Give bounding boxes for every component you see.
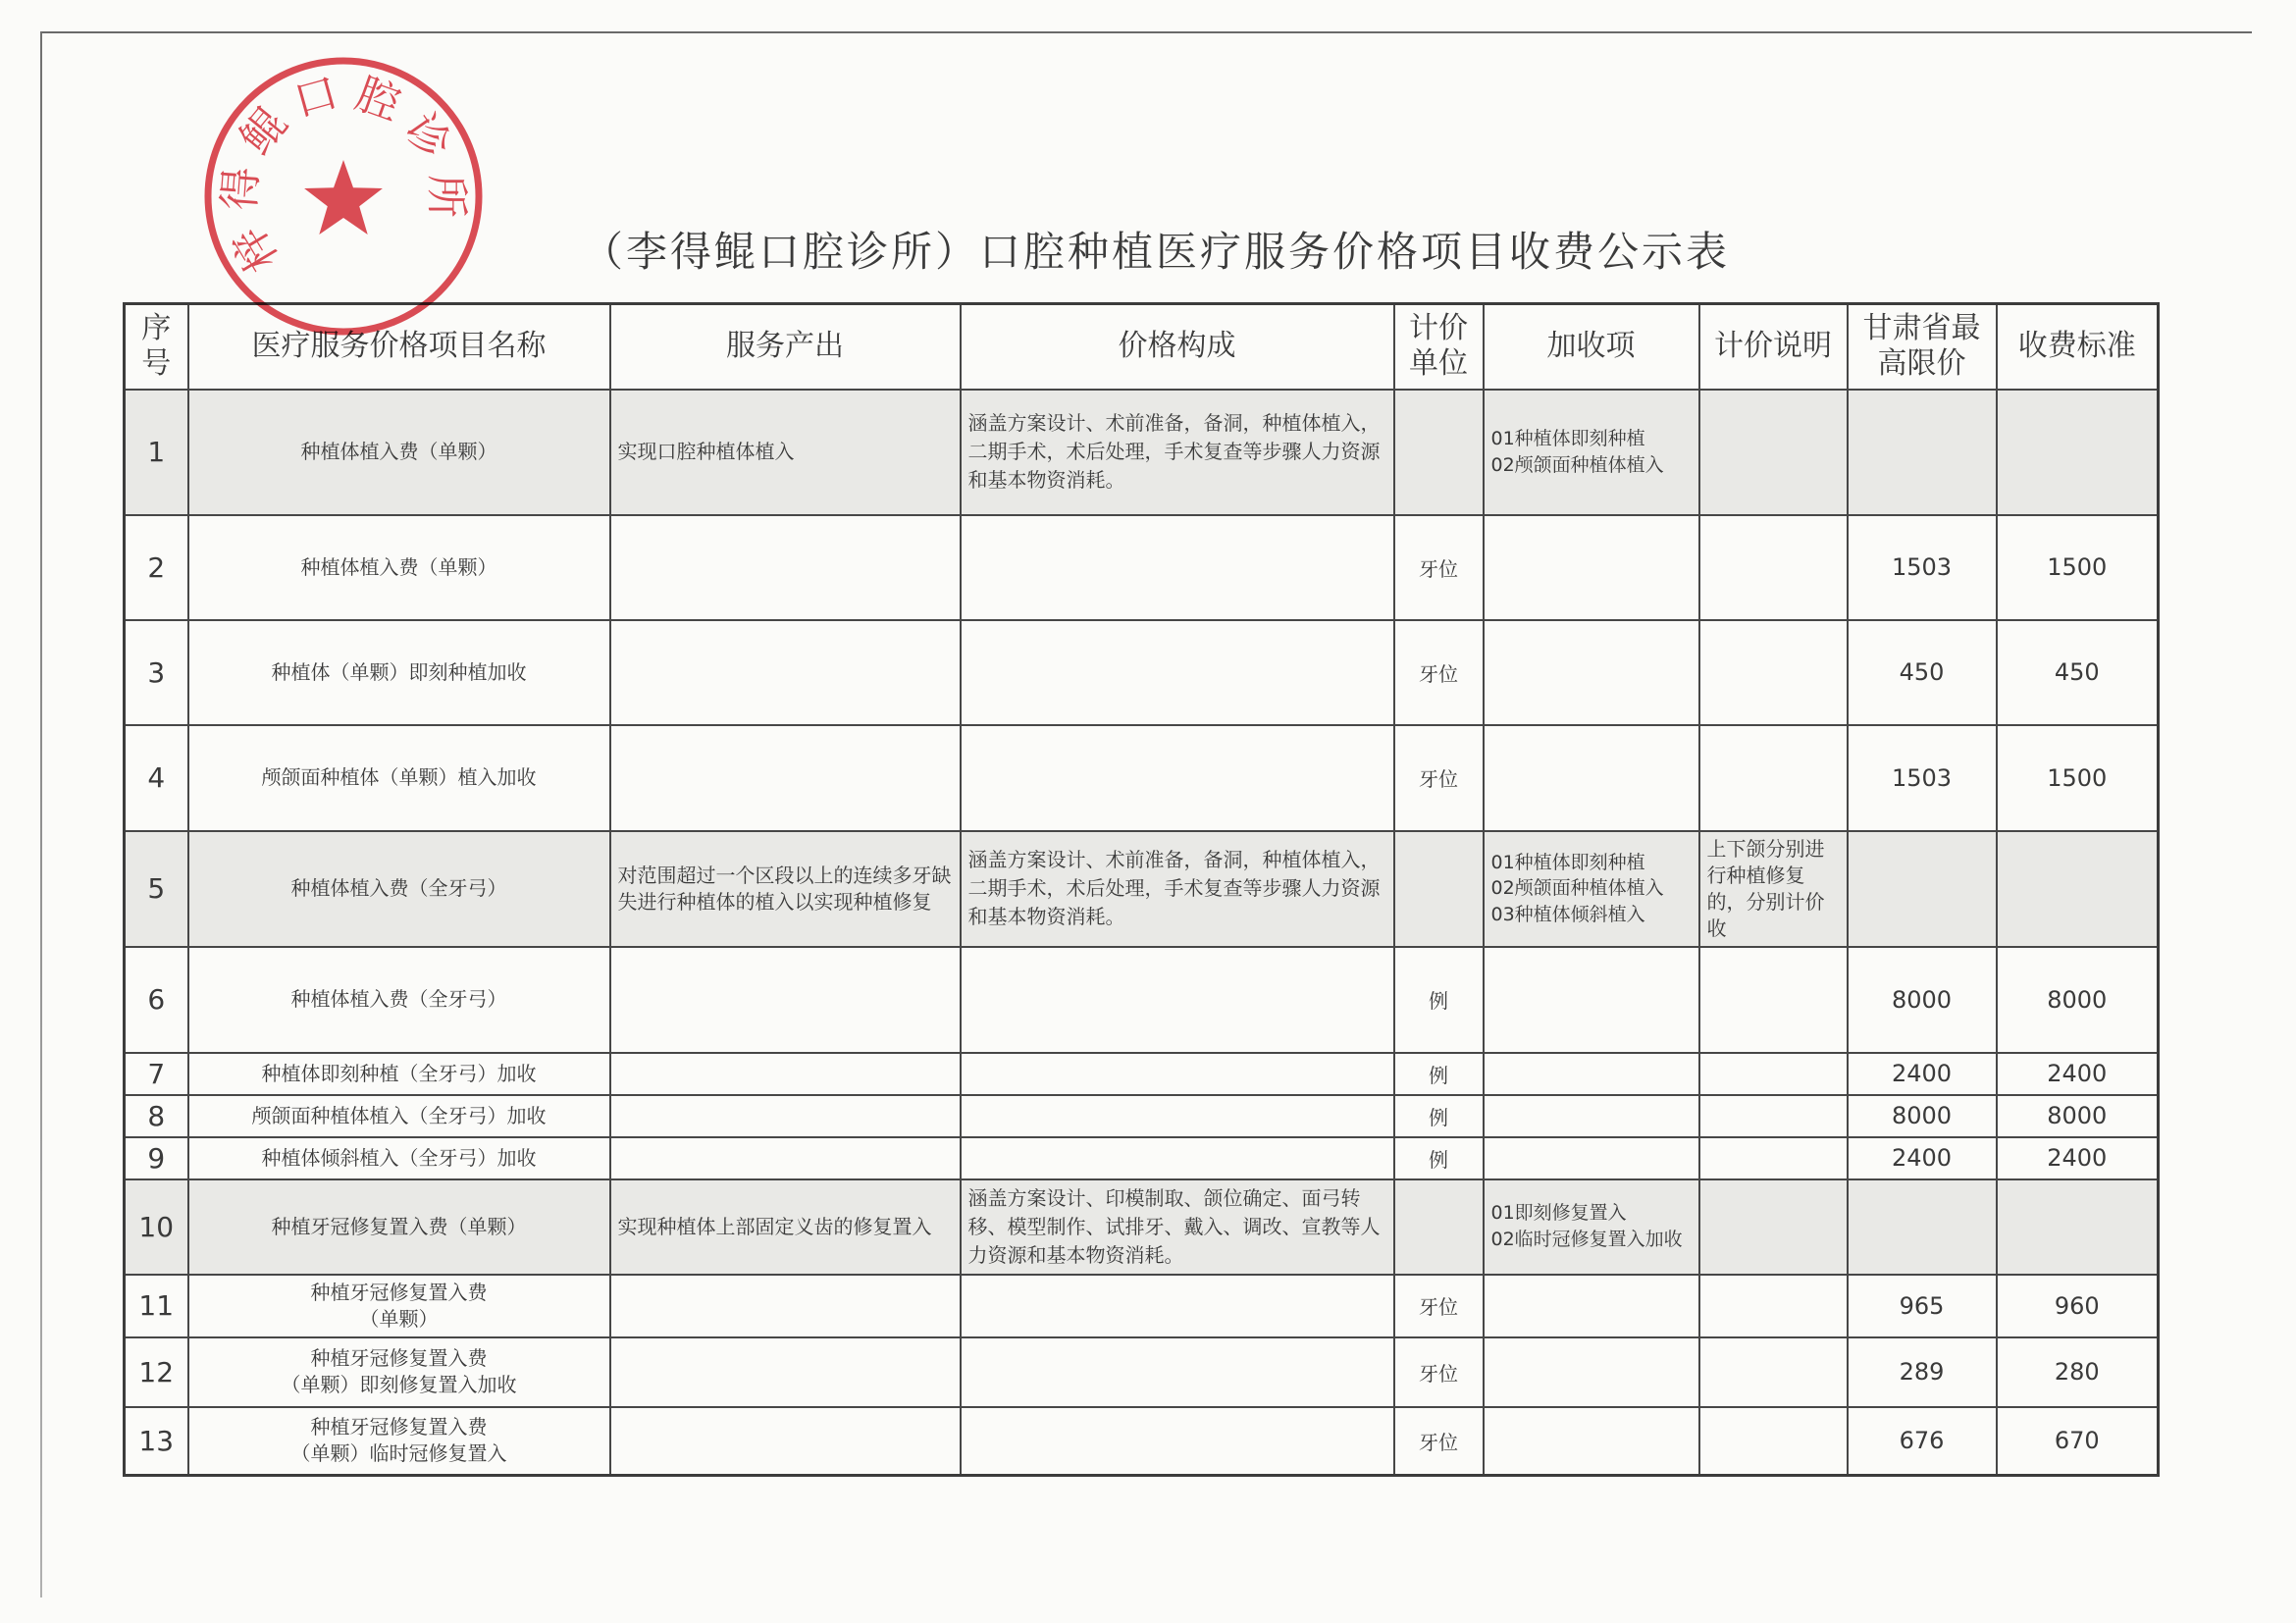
- item-name-line: 种植体（单颗）即刻种植加收: [271, 659, 527, 684]
- pricing-unit: 牙位: [1419, 1361, 1458, 1386]
- row-number-cell: [125, 1179, 188, 1275]
- row-number: 10: [138, 1210, 175, 1243]
- service-output-cell: [610, 725, 961, 831]
- max-price-cell: [1848, 1053, 1997, 1095]
- pricing-note-cell: [1699, 1337, 1848, 1407]
- fee-standard: 2400: [2047, 1144, 2108, 1172]
- item-name-line: （单颗）即刻修复置入加收: [281, 1373, 517, 1396]
- additional-charge-item: 03种植体倾斜植入: [1490, 903, 1645, 925]
- fee-standard: 1500: [2047, 763, 2108, 792]
- fee-standard-cell: [1997, 1407, 2159, 1476]
- additional-charge-item: 01即刻修复置入: [1490, 1202, 1627, 1225]
- row-number: 8: [147, 1099, 166, 1132]
- star-icon: [304, 160, 383, 235]
- pricing-unit: 例: [1429, 1105, 1448, 1129]
- pricing-note-cell: [1699, 947, 1848, 1053]
- service-output-cell: [610, 947, 961, 1053]
- row-number: 2: [147, 550, 166, 584]
- scan-edge-left: [40, 31, 42, 1597]
- max-price: 1503: [1891, 553, 1953, 581]
- row-number-cell: [125, 1275, 188, 1337]
- price-composition-cell: [961, 1179, 1394, 1275]
- service-output: 实现种植体上部固定义齿的修复置入: [617, 1214, 932, 1238]
- price-rows: [125, 390, 2159, 1476]
- max-price-cell: [1848, 1137, 1997, 1179]
- header-index: 序号: [125, 304, 188, 390]
- row-number-cell: [125, 1137, 188, 1179]
- table-row: [125, 831, 2159, 947]
- pricing-note-cell: [1699, 831, 1848, 947]
- seal-text-path: 梓得鲲口腔诊所: [214, 67, 472, 281]
- header-fee-standard: 收费标准: [1997, 304, 2159, 390]
- max-price: 1503: [1891, 763, 1953, 792]
- fee-standard: 1500: [2047, 553, 2108, 581]
- max-price: 2400: [1891, 1060, 1953, 1087]
- fee-standard-cell: [1997, 1095, 2159, 1137]
- pricing-note-cell: [1699, 620, 1848, 725]
- pricing-unit-cell: [1394, 1137, 1484, 1179]
- header-pricing-note: 计价说明: [1699, 304, 1848, 390]
- pricing-unit: 例: [1429, 989, 1448, 1013]
- service-output-cell: [610, 1275, 961, 1337]
- item-name-cell: [188, 390, 610, 515]
- item-name-cell: [188, 515, 610, 620]
- table-row: [125, 390, 2159, 515]
- fee-standard: 280: [2054, 1358, 2100, 1386]
- item-name-line: （单颗）临时冠修复置入: [290, 1441, 507, 1466]
- additional-charges-cell: [1484, 1053, 1699, 1095]
- additional-charges-cell: [1484, 1407, 1699, 1476]
- service-output-cell: [610, 620, 961, 725]
- item-name-line: 种植体倾斜植入（全牙弓）加收: [261, 1145, 537, 1170]
- additional-charges-cell: [1484, 620, 1699, 725]
- service-output-cell: [610, 831, 961, 947]
- service-output-cell: [610, 1053, 961, 1095]
- pricing-unit-cell: [1394, 1407, 1484, 1476]
- pricing-unit-cell: [1394, 1053, 1484, 1095]
- table-row: [125, 947, 2159, 1053]
- table-row: [125, 725, 2159, 831]
- official-seal: [196, 54, 491, 348]
- item-name-cell: [188, 1407, 610, 1476]
- fee-standard-cell: [1997, 1275, 2159, 1337]
- pricing-unit-cell: [1394, 831, 1484, 947]
- item-name-line: 种植牙冠修复置入费（单颗）: [271, 1214, 527, 1238]
- max-price: 289: [1899, 1358, 1945, 1386]
- row-number: 11: [138, 1289, 175, 1322]
- fee-standard-cell: [1997, 1179, 2159, 1275]
- header-price-composition: 价格构成: [961, 304, 1394, 390]
- row-number-cell: [125, 620, 188, 725]
- additional-charge-item: 02颅颌面种植体植入: [1490, 453, 1664, 476]
- price-composition-cell: [961, 515, 1394, 620]
- pricing-unit: 牙位: [1419, 767, 1458, 791]
- service-output-cell: [610, 1179, 961, 1275]
- pricing-note-cell: [1699, 515, 1848, 620]
- pricing-unit-cell: [1394, 947, 1484, 1053]
- price-composition-cell: [961, 620, 1394, 725]
- pricing-note-cell: [1699, 1137, 1848, 1179]
- pricing-unit-cell: [1394, 1337, 1484, 1407]
- service-output: 实现口腔种植体植入: [617, 440, 795, 463]
- max-price-cell: [1848, 1275, 1997, 1337]
- additional-charges-cell: [1484, 1337, 1699, 1407]
- pricing-unit-cell: [1394, 515, 1484, 620]
- max-price-cell: [1848, 390, 1997, 515]
- max-price-cell: [1848, 947, 1997, 1053]
- additional-charge-item: 01种植体即刻种植: [1490, 851, 1645, 873]
- additional-charges-cell: [1484, 390, 1699, 515]
- scan-edge-top: [41, 31, 2252, 33]
- max-price-cell: [1848, 725, 1997, 831]
- table-row: [125, 1137, 2159, 1179]
- item-name-cell: [188, 831, 610, 947]
- max-price-cell: [1848, 620, 1997, 725]
- item-name-cell: [188, 947, 610, 1053]
- pricing-note-cell: [1699, 1275, 1848, 1337]
- pricing-unit: 牙位: [1419, 556, 1458, 581]
- additional-charges-cell: [1484, 831, 1699, 947]
- pricing-unit-cell: [1394, 620, 1484, 725]
- table-row: [125, 1179, 2159, 1275]
- pricing-unit: 例: [1429, 1063, 1448, 1087]
- fee-standard: 450: [2054, 658, 2100, 686]
- item-name-line: 种植牙冠修复置入费: [310, 1415, 488, 1440]
- max-price-cell: [1848, 1407, 1997, 1476]
- pricing-note-cell: [1699, 1407, 1848, 1476]
- max-price-cell: [1848, 831, 1997, 947]
- pricing-unit: 牙位: [1419, 1430, 1458, 1454]
- additional-charges-cell: [1484, 725, 1699, 831]
- header-service-output: 服务产出: [610, 304, 961, 390]
- fee-standard-cell: [1997, 831, 2159, 947]
- max-price-cell: [1848, 1179, 1997, 1275]
- item-name-cell: [188, 620, 610, 725]
- service-output-cell: [610, 1337, 961, 1407]
- additional-charges-cell: [1484, 1179, 1699, 1275]
- table-row: [125, 620, 2159, 725]
- fee-standard-cell: [1997, 1337, 2159, 1407]
- fee-standard: 670: [2054, 1427, 2100, 1455]
- pricing-note-cell: [1699, 390, 1848, 515]
- document-title: （李得鲲口腔诊所）口腔种植医疗服务价格项目收费公示表: [581, 228, 1730, 276]
- row-number: 4: [147, 761, 166, 794]
- row-number: 1: [147, 436, 166, 468]
- additional-charge-item: 02临时冠修复置入加收: [1490, 1229, 1683, 1250]
- fee-standard-cell: [1997, 1053, 2159, 1095]
- pricing-unit: 牙位: [1419, 661, 1458, 686]
- fee-standard-cell: [1997, 390, 2159, 515]
- fee-standard-cell: [1997, 725, 2159, 831]
- row-number: 3: [147, 655, 166, 689]
- price-composition: 涵盖方案设计、术前准备，备洞，种植体植入，二期手术，术后处理，手术复查等步骤人力资源和基本物资消耗。: [967, 848, 1381, 928]
- item-name-line: 颅颌面种植体植入（全牙弓）加收: [251, 1103, 547, 1127]
- price-composition-cell: [961, 1053, 1394, 1095]
- max-price: 2400: [1891, 1144, 1953, 1172]
- item-name-cell: [188, 1137, 610, 1179]
- row-number-cell: [125, 1337, 188, 1407]
- max-price: 676: [1899, 1427, 1945, 1455]
- item-name-cell: [188, 1275, 610, 1337]
- item-name-line: 颅颌面种植体（单颗）植入加收: [261, 765, 537, 789]
- service-output-cell: [610, 1137, 961, 1179]
- header-max-price: 甘肃省最高限价: [1848, 304, 1997, 390]
- header-additional-charges: 加收项: [1484, 304, 1699, 390]
- item-name-cell: [188, 1179, 610, 1275]
- pricing-unit-cell: [1394, 1095, 1484, 1137]
- max-price: 8000: [1891, 1102, 1953, 1129]
- fee-standard: 2400: [2047, 1060, 2108, 1087]
- fee-standard: 8000: [2047, 1102, 2108, 1129]
- row-number: 6: [147, 983, 166, 1016]
- item-name-cell: [188, 1053, 610, 1095]
- pricing-unit-cell: [1394, 725, 1484, 831]
- pricing-unit-cell: [1394, 390, 1484, 515]
- additional-charge-item: 01种植体即刻种植: [1490, 427, 1645, 449]
- additional-charges-cell: [1484, 1137, 1699, 1179]
- row-number: 13: [138, 1424, 175, 1457]
- pricing-unit-cell: [1394, 1275, 1484, 1337]
- additional-charges-cell: [1484, 1275, 1699, 1337]
- price-composition: 涵盖方案设计、印模制取、颌位确定、面弓转移、模型制作、试排牙、戴入、调改、宣教等人力资源和基本物资消耗。: [967, 1185, 1381, 1267]
- row-number-cell: [125, 1053, 188, 1095]
- header-pricing-unit: 计价单位: [1394, 304, 1484, 390]
- price-composition-cell: [961, 831, 1394, 947]
- table-row: [125, 1337, 2159, 1407]
- table-row: [125, 1275, 2159, 1337]
- price-composition-cell: [961, 390, 1394, 515]
- row-number: 12: [138, 1355, 175, 1388]
- item-name-line: 种植体植入费（全牙弓）: [290, 987, 507, 1011]
- row-number-cell: [125, 1095, 188, 1137]
- item-name-cell: [188, 1095, 610, 1137]
- row-number: 7: [147, 1057, 166, 1090]
- price-composition-cell: [961, 1407, 1394, 1476]
- pricing-note-cell: [1699, 1095, 1848, 1137]
- fee-standard-cell: [1997, 515, 2159, 620]
- item-name-line: 种植牙冠修复置入费: [310, 1346, 488, 1370]
- service-output-cell: [610, 390, 961, 515]
- service-output: 对范围超过一个区段以上的连续多牙缺失进行种植体的植入以实现种植修复: [617, 863, 952, 914]
- table-row: [125, 1053, 2159, 1095]
- pricing-note-cell: [1699, 1053, 1848, 1095]
- item-name-line: 种植体植入费（单颗）: [300, 554, 497, 579]
- service-output-cell: [610, 1407, 961, 1476]
- price-composition-cell: [961, 1275, 1394, 1337]
- additional-charges-cell: [1484, 1095, 1699, 1137]
- row-number-cell: [125, 515, 188, 620]
- price-composition-cell: [961, 1095, 1394, 1137]
- service-output-cell: [610, 1095, 961, 1137]
- additional-charges-cell: [1484, 947, 1699, 1053]
- max-price: 965: [1899, 1291, 1945, 1320]
- service-output-cell: [610, 515, 961, 620]
- pricing-unit: 例: [1429, 1147, 1448, 1172]
- max-price: 8000: [1891, 985, 1953, 1014]
- item-name-line: 种植体即刻种植（全牙弓）加收: [261, 1061, 537, 1085]
- price-composition-cell: [961, 1137, 1394, 1179]
- row-number-cell: [125, 390, 188, 515]
- max-price: 450: [1899, 658, 1945, 686]
- price-composition: 涵盖方案设计、术前准备，备洞，种植体植入，二期手术，术后处理，手术复查等步骤人力资源和基本物资消耗。: [967, 411, 1381, 492]
- pricing-unit-cell: [1394, 1179, 1484, 1275]
- price-composition-cell: [961, 947, 1394, 1053]
- header-item-name: 医疗服务价格项目名称: [188, 304, 610, 390]
- item-name-line: 种植体植入费（全牙弓）: [290, 876, 507, 900]
- row-number: 9: [147, 1141, 166, 1175]
- fee-standard-cell: [1997, 947, 2159, 1053]
- pricing-unit: 牙位: [1419, 1295, 1458, 1319]
- item-name-line: （单颗）: [359, 1306, 439, 1331]
- additional-charges-cell: [1484, 515, 1699, 620]
- price-composition-cell: [961, 1337, 1394, 1407]
- fee-standard: 960: [2054, 1291, 2100, 1320]
- fee-standard: 8000: [2047, 985, 2108, 1014]
- table-row: [125, 1407, 2159, 1476]
- item-name-cell: [188, 725, 610, 831]
- additional-charge-item: 02颅颌面种植体植入: [1490, 877, 1664, 900]
- item-name-line: 种植体植入费（单颗）: [300, 440, 497, 463]
- table-row: [125, 515, 2159, 620]
- fee-standard-cell: [1997, 620, 2159, 725]
- max-price-cell: [1848, 1095, 1997, 1137]
- table-row: [125, 1095, 2159, 1137]
- item-name-line: 种植牙冠修复置入费: [310, 1280, 488, 1304]
- pricing-note: 上下颌分别进行种植修复的，分别计价收: [1706, 836, 1825, 940]
- price-composition-cell: [961, 725, 1394, 831]
- row-number-cell: [125, 1407, 188, 1476]
- row-number-cell: [125, 831, 188, 947]
- max-price-cell: [1848, 1337, 1997, 1407]
- row-number-cell: [125, 725, 188, 831]
- pricing-note-cell: [1699, 1179, 1848, 1275]
- fee-standard-cell: [1997, 1137, 2159, 1179]
- item-name-cell: [188, 1337, 610, 1407]
- max-price-cell: [1848, 515, 1997, 620]
- row-number: 5: [147, 872, 166, 905]
- price-table: [123, 302, 2160, 1477]
- row-number-cell: [125, 947, 188, 1053]
- pricing-note-cell: [1699, 725, 1848, 831]
